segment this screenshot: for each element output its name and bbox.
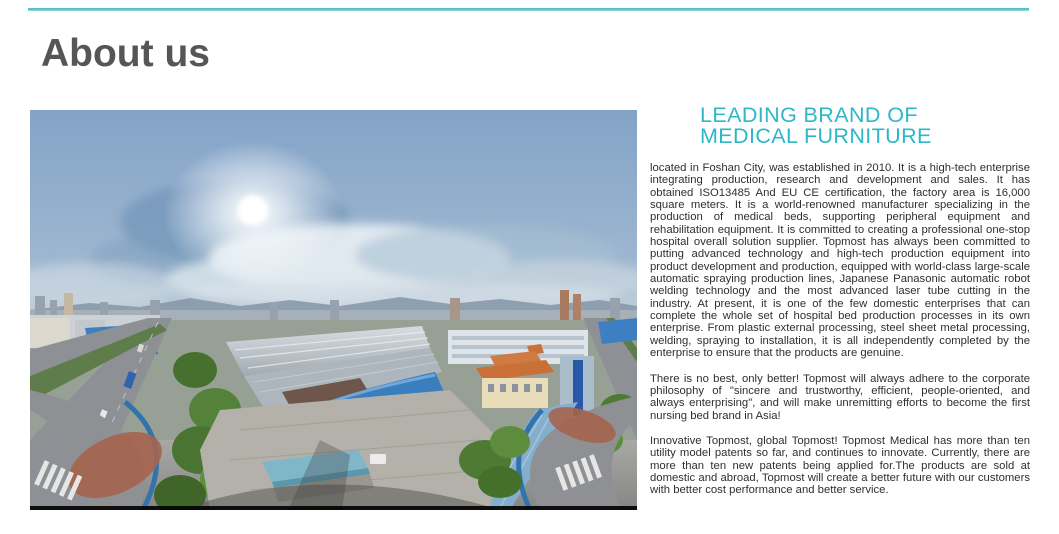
about-paragraph-1: located in Foshan City, was established in 2010. It is a high-tech enterprise integrating production, research and development and sales. It has obtained ISO13485 And EU CE certification, the factory area is 16,000 square meters. It is a world-renowned manufacturer specializing in the production of medical beds, supporting peripheral equipment and rehabilitation equipment. It is committed to creating a professional one-stop hospital overall solution supplier. Topmost has always been committed to putting advanced technology and high-tech production equipment into product development and production, equipped with world-class large-scale automatic spraying production lines, Japanese Panasonic automatic robot welding technology and the most advanced laser tube cutting in the industry. At present, it is one of the few domestic enterprises that can complete the whole set of hospital bed production processes in its own enterprise. From plastic external processing, steel sheet metal processing, welding, spraying to installation, it is all independently completed by the enterprise to ensure that the products are genuine. — [650, 162, 1030, 360]
about-content — [650, 105, 1030, 497]
section-heading-line1: LEADING BRAND OF — [700, 103, 918, 127]
section-heading-line2: MEDICAL FURNITURE — [700, 124, 932, 148]
section-heading — [700, 105, 1030, 147]
factory-panorama-illustration — [30, 110, 637, 510]
top-divider — [28, 8, 1029, 11]
factory-panorama-photo — [30, 110, 637, 510]
about-paragraph-3: Innovative Topmost, global Topmost! Topmost Medical has more than ten utility model patents so far, and continues to innovate. Currently, there are more than ten new patents being applied for.The products are sold at domestic and abroad, Topmost will create a better future with our customers with better cost performance and better service. — [650, 434, 1030, 497]
about-paragraph-2: There is no best, only better! Topmost will always adhere to the corporate philosophy of "sincere and trustworthy, efficient, people-oriented, and always enterprising", and will make unremitting efforts to become the first nursing bed brand in Asia! — [650, 372, 1030, 422]
page-title: About us — [41, 32, 210, 75]
about-paragraphs — [650, 162, 1030, 497]
